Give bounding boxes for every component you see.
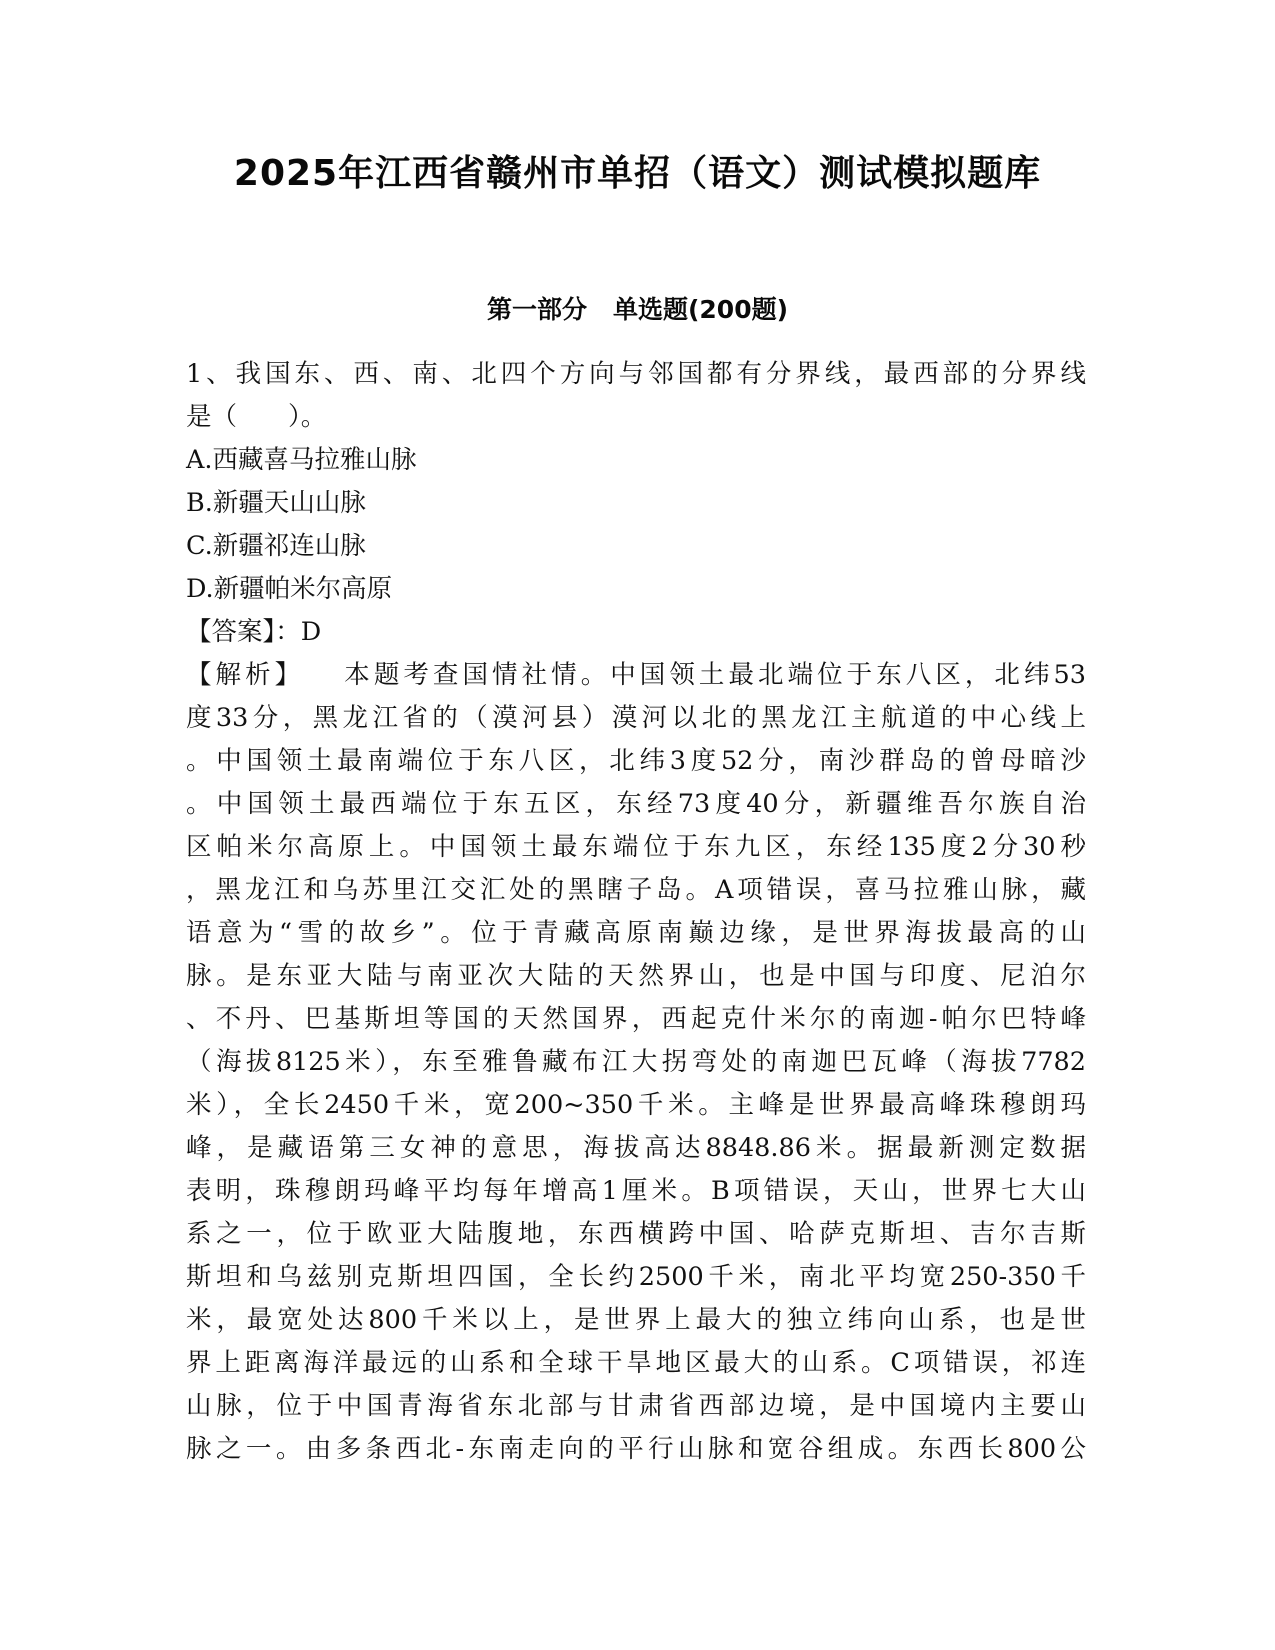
analysis-line: （海拔8125米），东至雅鲁藏布江大拐弯处的南迦巴瓦峰（海拔7782 [186,1047,1086,1077]
analysis-line: 米，最宽处达800千米以上，是世界上最大的独立纬向山系，也是世 [186,1305,1086,1335]
analysis-line: 、不丹、巴基斯坦等国的天然国界，西起克什米尔的南迦-帕尔巴特峰 [186,1004,1086,1034]
analysis-line: 区帕米尔高原上。中国领土最东端位于东九区，东经135度2分30秒 [186,832,1086,862]
analysis-line: ，黑龙江和乌苏里江交汇处的黑瞎子岛。A项错误，喜马拉雅山脉，藏 [186,875,1086,905]
document-title: 2025年江西省赣州市单招（语文）测试模拟题库 [233,153,1042,194]
option-d: D.新疆帕米尔高原 [186,574,393,604]
option-b: B.新疆天山山脉 [186,488,366,518]
option-a: A.西藏喜马拉雅山脉 [186,445,417,475]
question-stem-line: 是（ ）。 [186,402,327,432]
analysis-line: 米），全长2450千米，宽200~350千米。主峰是世界最高峰珠穆朗玛 [186,1090,1086,1120]
analysis-line: 山脉，位于中国青海省东北部与甘肃省西部边境，是中国境内主要山 [186,1391,1086,1421]
option-c: C.新疆祁连山脉 [186,531,366,561]
analysis-line: 脉之一。由多条西北-东南走向的平行山脉和宽谷组成。东西长800公 [186,1434,1086,1464]
answer-line [186,611,1086,654]
analysis-line: 。中国领土最西端位于东五区，东经73度40分，新疆维吾尔族自治 [186,789,1086,819]
analysis-line: 斯坦和乌兹别克斯坦四国，全长约2500千米，南北平均宽250-350千 [186,1262,1086,1292]
analysis-line [186,654,1086,697]
analysis-label: 【解析】 [186,660,305,690]
analysis-line: 表明，珠穆朗玛峰平均每年增高1厘米。B项错误，天山，世界七大山 [186,1176,1086,1206]
question-block [186,353,1086,1471]
analysis-line: 峰，是藏语第三女神的意思，海拔高达8848.86米。据最新测定数据 [186,1133,1086,1163]
analysis-line: 。中国领土最南端位于东八区，北纬3度52分，南沙群岛的曾母暗沙 [186,746,1086,776]
answer-label: 【答案】： [186,617,301,647]
section-name-label: 单选题(200题) [612,295,789,324]
analysis-line: 语意为“雪的故乡”。位于青藏高原南巅边缘，是世界海拔最高的山 [186,918,1086,948]
analysis-text: 本题考查国情社情。中国领土最北端位于东八区，北纬53 [340,660,1086,690]
analysis-line: 度33分，黑龙江省的（漠河县）漠河以北的黑龙江主航道的中心线上 [186,703,1086,733]
analysis-line: 界上距离海洋最远的山系和全球干旱地区最大的山系。C项错误，祁连 [186,1348,1086,1378]
analysis-line: 系之一，位于欧亚大陆腹地，东西横跨中国、哈萨克斯坦、吉尔吉斯 [186,1219,1086,1249]
answer-value: D [300,617,322,647]
section-part-label: 第一部分 [486,295,587,324]
section-heading [0,290,1275,326]
analysis-line: 脉。是东亚大陆与南亚次大陆的天然界山，也是中国与印度、尼泊尔 [186,961,1086,991]
question-stem-line: 1、我国东、西、南、北四个方向与邻国都有分界线，最西部的分界线 [186,359,1086,389]
